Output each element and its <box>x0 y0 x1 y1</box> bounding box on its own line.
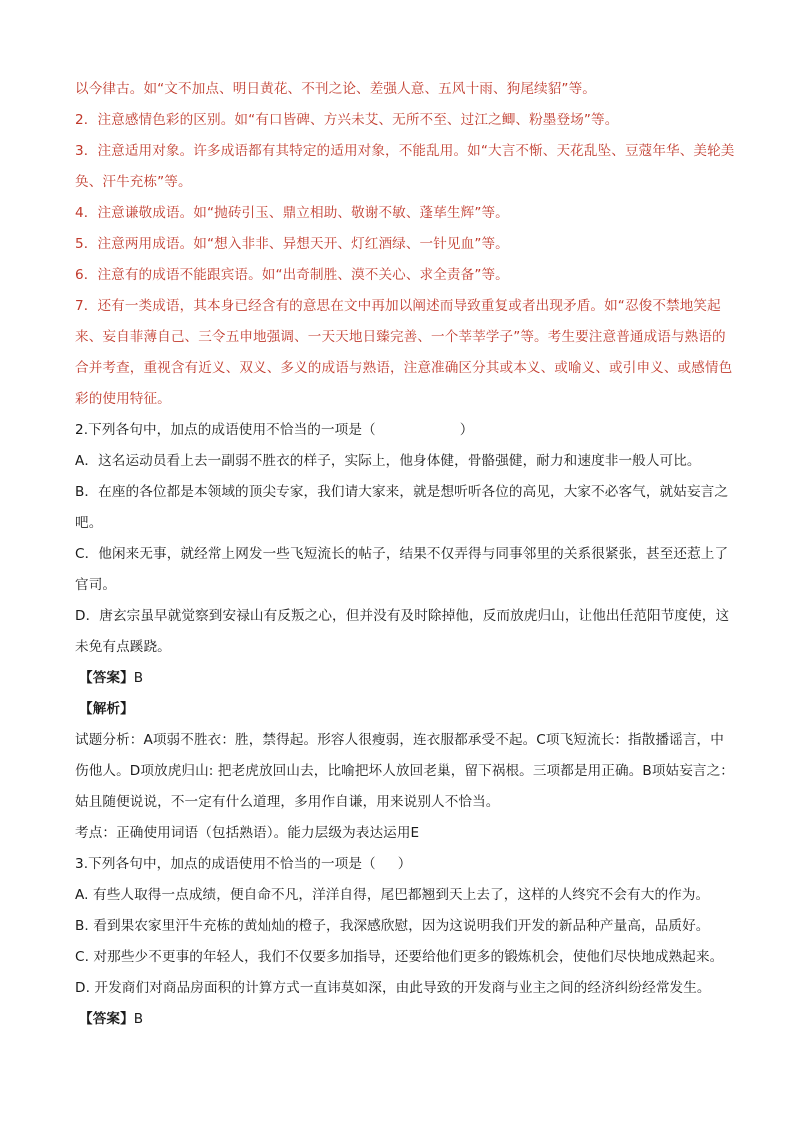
question-3-option-a: A. 有些人取得一点成绩，便自命不凡，洋洋自得，尾巴都翘到天上去了，这样的人终究不会有大的作为。 <box>75 887 710 903</box>
tip-line-0 <box>75 74 735 105</box>
tip-text: 注意有的成语不能跟宾语。如“出奇制胜、漠不关心、求全责备”等。 <box>97 267 509 283</box>
question-stem-text: 3.下列各句中，加点的成语使用不恰当的一项是（ <box>75 856 376 872</box>
tip-text: 还有一类成语，其本身已经含有的意思在文中再加以阐述而导致重复或者出现矛盾。如“忍俊不禁地笑起来、妄自菲薄自己、三令五申地强调、一天天地日臻完善、一个莘莘学子”等。考生要注意普通成语与熟语的合并考查，重视含有近义、双义、多义的成语与熟语，注意准确区分其或本义、或喻义、或引申义、或感情色彩的使用特征。 <box>75 298 733 407</box>
answer-value: B <box>133 670 144 686</box>
question-2-option-c: C．他闲来无事，就经常上网发一些飞短流长的帖子，结果不仅弄得与同事邻里的关系很紧张，甚至还惹上了官司。 <box>75 546 729 593</box>
question-stem-close: ） <box>397 856 412 872</box>
question-2-option-b: B．在座的各位都是本领域的顶尖专家，我们请大家来，就是想听听各位的高见，大家不必客气，就姑妄言之吧。 <box>75 484 729 531</box>
question-3-option-d: D. 开发商们对商品房面积的计算方式一直讳莫如深，由此导致的开发商与业主之间的经济纠纷经常发生。 <box>75 980 711 996</box>
document-body <box>75 74 735 1035</box>
question-2-analysis: 试题分析：A项弱不胜衣：胜，禁得起。形容人很瘦弱，连衣服都承受不起。C项飞短流长：指散播谣言，中伤他人。D项放虎归山: 把老虎放回山去，比喻把坏人放回老巢，留下祸根。三项都是用正确。B项姑妄言之：姑且随便说说，不一定有什么道理，多用作自谦，用来说别人不恰当。 <box>75 732 735 810</box>
question-2-answer <box>75 663 735 694</box>
analysis-label: 【解析】 <box>79 701 134 717</box>
tip-item <box>75 291 735 415</box>
tip-number: 4． <box>75 205 98 221</box>
answer-value: B <box>133 1011 144 1027</box>
answer-label: 【答案】 <box>79 670 134 686</box>
tip-text: 注意谦敬成语。如“抛砖引玉、鼎立相助、敬谢不敏、蓬荜生辉”等。 <box>97 205 509 221</box>
tip-text: 注意感情色彩的区别。如“有口皆碑、方兴未艾、无所不至、过江之鲫、粉墨登场”等。 <box>97 112 619 128</box>
question-2-option-a: A．这名运动员看上去一副弱不胜衣的样子，实际上，他身体健，骨骼强健，耐力和速度非一般人可比。 <box>75 453 701 469</box>
question-2-stem <box>75 415 735 446</box>
tip-number: 5． <box>75 236 98 252</box>
tip-item <box>75 229 735 260</box>
question-stem-text: 2.下列各句中，加点的成语使用不恰当的一项是（ <box>75 422 376 438</box>
question-3-answer <box>75 1004 735 1035</box>
question-stem-close: ） <box>459 422 474 438</box>
question-3-option-c: C. 对那些少不更事的年轻人，我们不仅要多加指导，还要给他们更多的锻炼机会，使他们尽快地成熟起来。 <box>75 949 724 965</box>
tip-number: 2． <box>75 112 98 128</box>
tip-text: 注意两用成语。如“想入非非、异想天开、灯红酒绿、一针见血”等。 <box>97 236 509 252</box>
tip-item <box>75 198 735 229</box>
tip-text: 以今律古。如“文不加点、明日黄花、不刊之论、差强人意、五风十雨、狗尾续貂”等。 <box>75 81 596 97</box>
tip-item <box>75 260 735 291</box>
question-3-stem <box>75 849 735 880</box>
answer-label: 【答案】 <box>79 1011 134 1027</box>
tip-number: 7． <box>75 298 98 314</box>
tip-text: 注意适用对象。许多成语都有其特定的适用对象，不能乱用。如“大言不惭、天花乱坠、豆蔻年华、美轮美奂、汗牛充栋”等。 <box>75 143 735 190</box>
question-2-option-d: D．唐玄宗虽早就觉察到安禄山有反叛之心，但并没有及时除掉他，反而放虎归山，让他出任范阳节度使，这未免有点蹊跷。 <box>75 608 730 655</box>
tip-number: 6． <box>75 267 98 283</box>
tip-item <box>75 136 735 198</box>
question-2-analysis-heading <box>75 694 735 725</box>
question-3-option-b: B. 看到果农家里汗牛充栋的黄灿灿的橙子，我深感欣慰，因为这说明我们开发的新品种产量高，品质好。 <box>75 918 710 934</box>
tip-number: 3． <box>75 143 98 159</box>
question-2-kaodian: 考点：正确使用词语（包括熟语）。能力层级为表达运用E <box>75 825 420 841</box>
tip-item <box>75 105 735 136</box>
